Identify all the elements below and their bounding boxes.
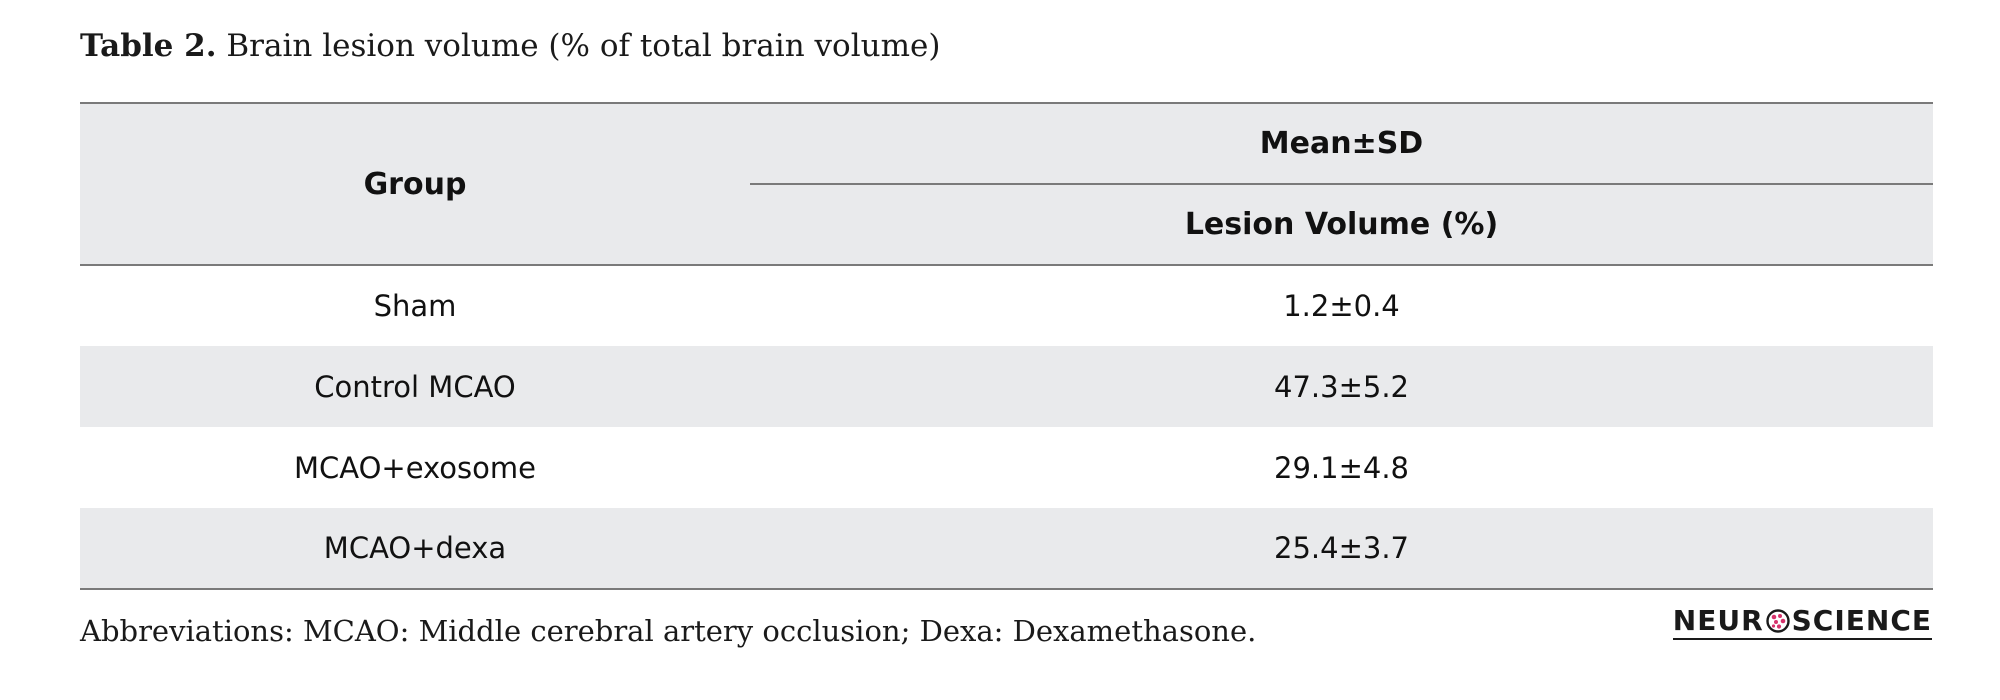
cell-value: 29.1±4.8 xyxy=(1274,450,1409,485)
table-row xyxy=(80,508,1933,589)
brain-dots-icon xyxy=(1765,608,1791,634)
lesion-volume-table xyxy=(80,102,1933,590)
neuroscience-logo xyxy=(1673,604,1932,640)
cell-value: 47.3±5.2 xyxy=(750,346,1933,427)
table-row xyxy=(80,265,1933,346)
table-caption xyxy=(80,28,940,64)
header-mean-sd: Mean±SD xyxy=(750,103,1933,184)
cell-value: 1.2±0.4 xyxy=(1283,289,1400,323)
cell-value: 25.4±3.7 xyxy=(750,508,1933,589)
table-row xyxy=(80,346,1933,427)
cell-group: Control MCAO xyxy=(80,346,750,427)
logo-text-suffix: SCIENCE xyxy=(1791,604,1932,637)
header-lesion-volume: Lesion Volume (%) xyxy=(750,184,1933,265)
table-row xyxy=(80,427,1933,508)
cell-group: MCAO+exosome xyxy=(293,450,536,485)
table-header xyxy=(80,103,1933,265)
cell-group: MCAO+dexa xyxy=(80,508,750,589)
table-caption-text: Brain lesion volume (% of total brain volume) xyxy=(226,28,941,64)
cell-group: Sham xyxy=(373,289,457,323)
table-body xyxy=(80,265,1933,589)
table-caption-label: Table 2. xyxy=(80,28,217,64)
header-group: Group xyxy=(80,103,750,265)
table-footnote: Abbreviations: MCAO: Middle cerebral artery occlusion; Dexa: Dexamethasone. xyxy=(80,614,1257,648)
logo-text-prefix: NEUR xyxy=(1672,604,1764,637)
